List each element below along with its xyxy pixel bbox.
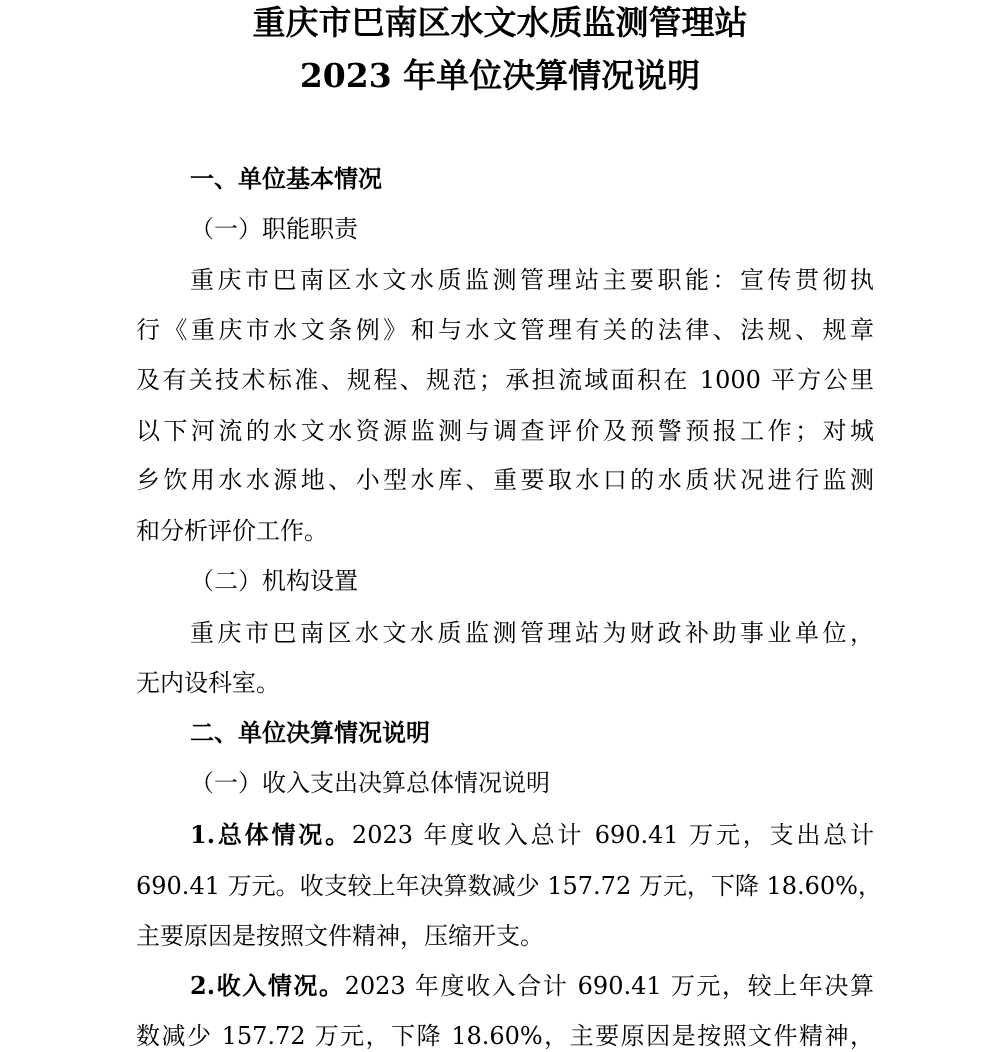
duties-paragraph-line: 重庆市巴南区水文水质监测管理站主要职能：宣传贯彻执 bbox=[190, 266, 874, 294]
duties-paragraph-line: 及有关技术标准、规程、规范；承担流域面积在 1000 平方公里 bbox=[136, 366, 874, 394]
income-lead: 2.收入情况。 bbox=[190, 971, 345, 1000]
section-1-heading: 一、单位基本情况 bbox=[190, 164, 382, 193]
income-line-1-text: 2023 年度收入合计 690.41 万元，较上年决算 bbox=[344, 972, 874, 1000]
overall-paragraph-line: 主要原因是按照文件精神，压缩开支。 bbox=[136, 922, 544, 950]
duties-paragraph-line: 和分析评价工作。 bbox=[136, 517, 328, 545]
overall-lead: 1.总体情况。 bbox=[190, 820, 352, 849]
document-title-line-2: 2023 年单位决算情况说明 bbox=[299, 56, 701, 95]
overall-paragraph-line bbox=[190, 820, 874, 850]
duties-paragraph-line: 以下河流的水文水资源监测与调查评价及预警预报工作；对城 bbox=[136, 417, 874, 445]
overall-line-1-text: 2023 年度收入总计 690.41 万元，支出总计 bbox=[351, 821, 874, 849]
income-paragraph-line bbox=[190, 971, 874, 1001]
document-title-line-1: 重庆市巴南区水文水质监测管理站 bbox=[252, 3, 748, 42]
section-1-sub-1-heading: （一）职能职责 bbox=[190, 215, 358, 243]
section-1-sub-2-heading: （二）机构设置 bbox=[190, 567, 358, 595]
section-2-sub-1-heading: （一）收入支出决算总体情况说明 bbox=[190, 769, 550, 797]
structure-paragraph-line: 无内设科室。 bbox=[136, 669, 280, 697]
duties-paragraph-line: 行《重庆市水文条例》和与水文管理有关的法律、法规、规章 bbox=[136, 316, 874, 344]
duties-paragraph-line: 乡饮用水水源地、小型水库、重要取水口的水质状况进行监测 bbox=[136, 466, 874, 494]
section-2-heading: 二、单位决算情况说明 bbox=[190, 718, 430, 747]
income-paragraph-line: 数减少 157.72 万元，下降 18.60%，主要原因是按照文件精神， bbox=[136, 1022, 874, 1050]
overall-paragraph-line: 690.41 万元。收支较上年决算数减少 157.72 万元，下降 18.60%， bbox=[136, 872, 882, 900]
structure-paragraph-line: 重庆市巴南区水文水质监测管理站为财政补助事业单位， bbox=[190, 619, 874, 647]
